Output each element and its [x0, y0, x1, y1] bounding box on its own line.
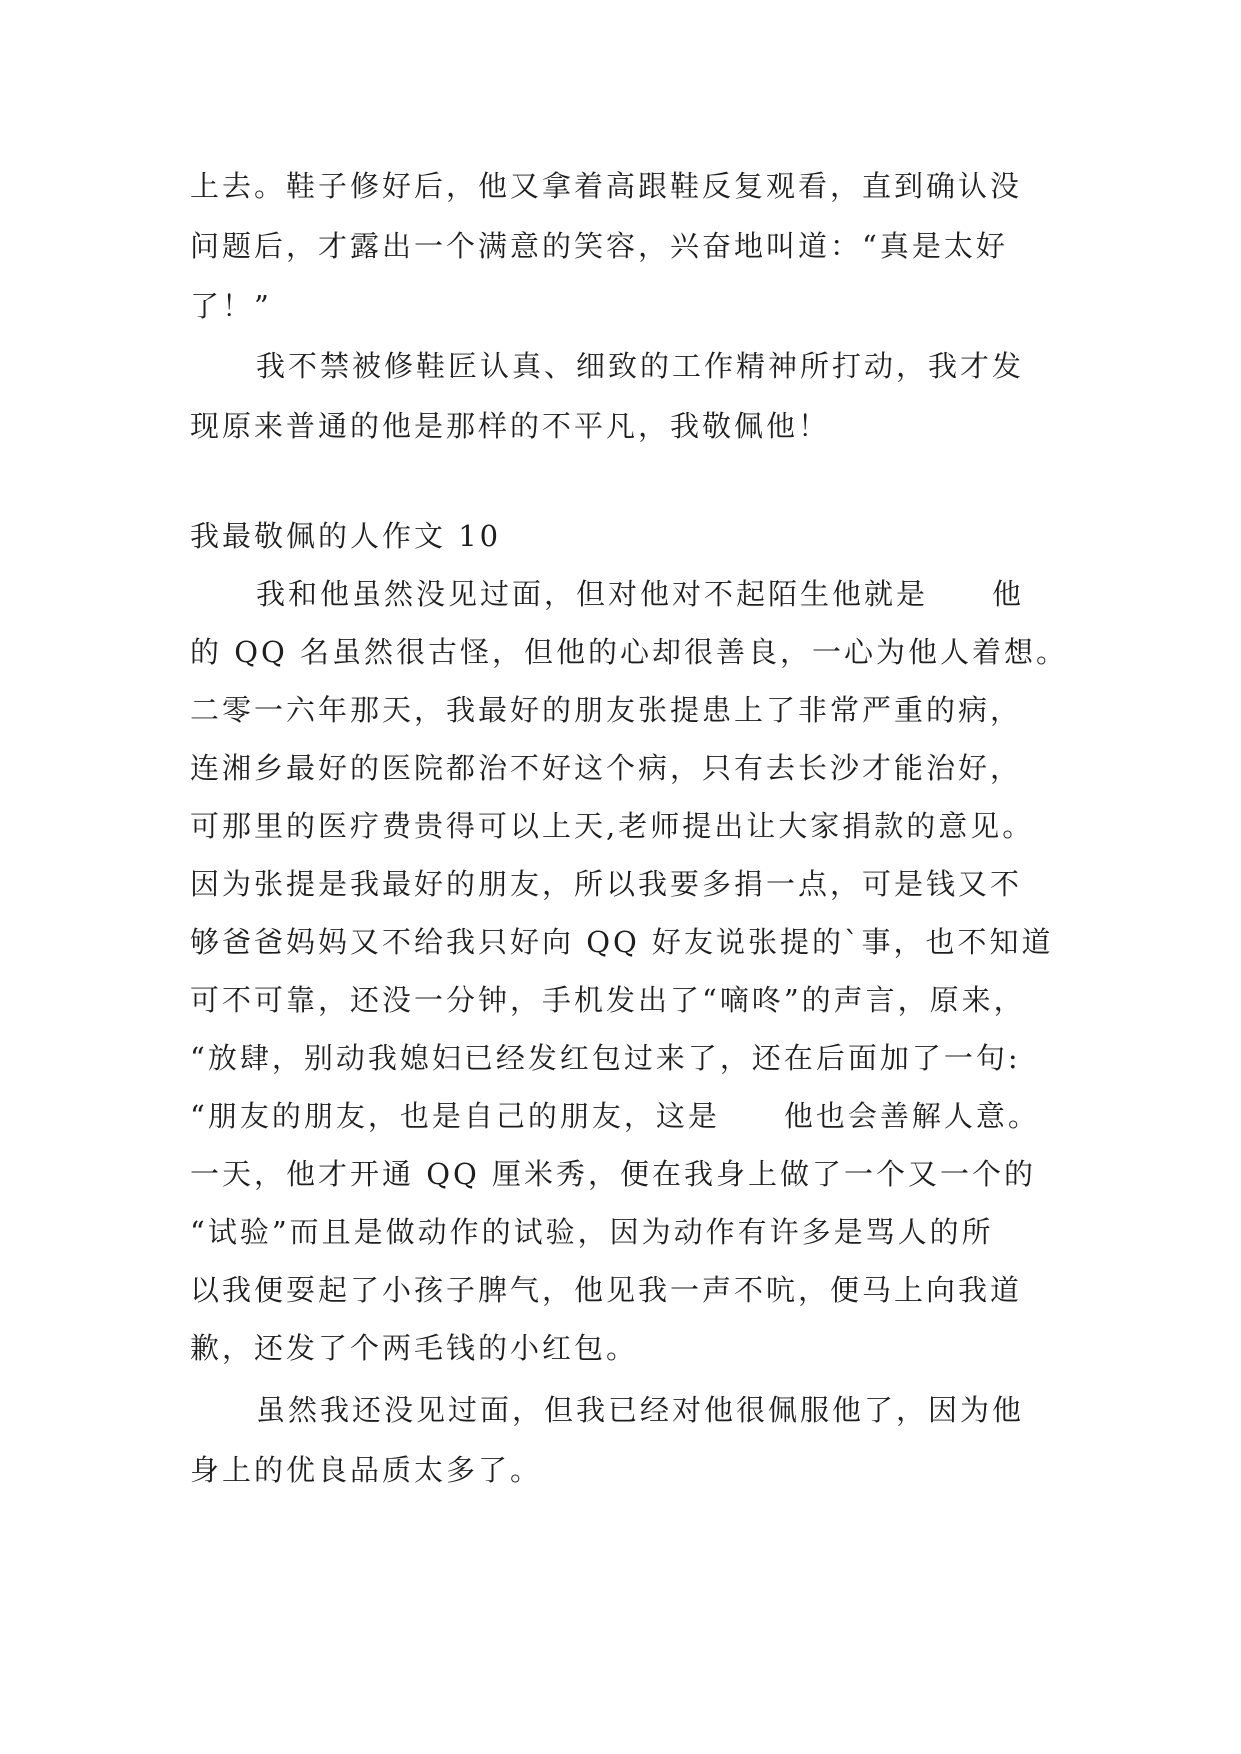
paragraph-line: 现原来普通的他是那样的不平凡，我敬佩他！ — [190, 409, 831, 443]
paragraph-line: 可那里的医疗费贵得可以上天,老师提出让大家捐款的意见。 — [190, 809, 1035, 843]
paragraph-line: 以我便耍起了小孩子脾气，他见我一声不吭，便马上向我道 — [190, 1273, 1023, 1307]
paragraph-line: 可不可靠，还没一分钟，手机发出了“嘀咚”的声言，原来， — [190, 983, 1026, 1017]
paragraph-line: 问题后，才露出一个满意的笑容，兴奋地叫道：“真是太好 — [190, 229, 1008, 263]
paragraph-line: 我和他虽然没见过面，但对他对不起陌生他就是 他 — [256, 577, 1025, 611]
paragraph-line: 身上的优良品质太多了。 — [190, 1453, 543, 1487]
paragraph-line: 我不禁被修鞋匠认真、细致的工作精神所打动，我才发 — [256, 349, 1025, 383]
paragraph-line: 连湘乡最好的医院都治不好这个病，只有去长沙才能治好， — [190, 751, 1023, 785]
paragraph-line: 够爸爸妈妈又不给我只好向 QQ 好友说张提的`事，也不知道 — [190, 925, 1054, 959]
paragraph-line: 的 QQ 名虽然很古怪，但他的心却很善良，一心为他人着想。 — [190, 635, 1068, 669]
paragraph-line: 上去。鞋子修好后，他又拿着高跟鞋反复观看，直到确认没 — [190, 169, 1023, 203]
paragraph-line: 因为张提是我最好的朋友，所以我要多捐一点，可是钱又不 — [190, 867, 1023, 901]
paragraph-line: 二零一六年那天，我最好的朋友张提患上了非常严重的病， — [190, 693, 1023, 727]
section-heading: 我最敬佩的人作文 10 — [190, 519, 502, 553]
paragraph-line: 歉，还发了个两毛钱的小红包。 — [190, 1331, 639, 1365]
paragraph-line: “放肆，别动我媳妇已经发红包过来了，还在后面加了一句: — [190, 1041, 1021, 1075]
paragraph-line: 虽然我还没见过面，但我已经对他很佩服他了，因为他 — [256, 1393, 1025, 1427]
paragraph-line: “朋友的朋友，也是自己的朋友，这是 他也会善解人意。 — [190, 1099, 1040, 1133]
paragraph-line: 了！” — [190, 289, 272, 323]
paragraph-line: “试验”而且是做动作的试验，因为动作有许多是骂人的所 — [190, 1215, 994, 1249]
paragraph-line: 一天，他才开通 QQ 厘米秀，便在我身上做了一个又一个的 — [190, 1157, 1036, 1191]
